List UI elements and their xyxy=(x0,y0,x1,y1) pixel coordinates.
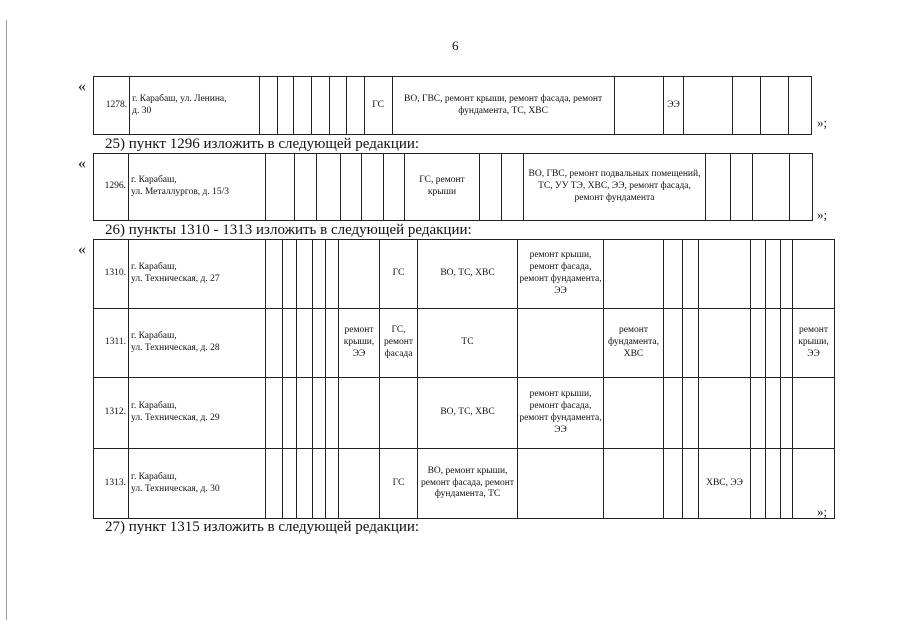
row-number: 1310. xyxy=(94,240,129,309)
open-quote: « xyxy=(78,78,86,95)
ee-cell: ЭЭ xyxy=(664,77,684,135)
table-items-1310-1313 xyxy=(93,239,835,519)
paragraph-27: 27) пункт 1315 изложить в следующей редакции: xyxy=(105,519,420,535)
paragraph-26: 26) пункты 1310 - 1313 изложить в следующей редакции: xyxy=(105,222,472,238)
table-row: 1311. г. Карабаш, ул. Техническая, д. 28 ремонт крыши, ЭЭ ГС, ремонт фасада ТС ремонт фундамента, ХВС ремонт крыши, ЭЭ xyxy=(94,309,835,378)
address-cell: г. Карабаш, ул. Ленина, д. 30 xyxy=(130,77,260,135)
close-mark: »; xyxy=(817,115,828,130)
works-cell: ВО, ГВС, ремонт подвальных помещений, ТС, УУ ТЭ, ХВС, ЭЭ, ремонт фасада, ремонт фундамента xyxy=(524,154,706,221)
table-item-1278 xyxy=(93,76,812,135)
table-row: 1310. г. Карабаш, ул. Техническая, д. 27 ГС ВО, ТС, ХВС ремонт крыши, ремонт фасада, ремонт фундамента, ЭЭ xyxy=(94,240,835,309)
close-mark: »; xyxy=(817,504,828,519)
paragraph-25: 25) пункт 1296 изложить в следующей редакции: xyxy=(105,136,420,152)
address-cell: г. Карабаш, ул. Техническая, д. 30 xyxy=(129,449,266,519)
open-quote: « xyxy=(78,241,86,258)
address-cell: г. Карабаш, ул. Техническая, д. 27 xyxy=(129,240,266,309)
table-row xyxy=(94,154,813,221)
address-cell: г. Карабаш, ул. Техническая, д. 29 xyxy=(129,378,266,449)
address-cell: г. Карабаш, ул. Металлургов, д. 15/3 xyxy=(129,154,266,221)
works-cell: ВО, ГВС, ремонт крыши, ремонт фасада, ремонт фундамента, ТС, ХВС xyxy=(392,77,614,135)
row-number: 1311. xyxy=(94,309,129,378)
page-number: 6 xyxy=(452,38,459,53)
row-number: 1313. xyxy=(94,449,129,519)
table-row: 1313. г. Карабаш, ул. Техническая, д. 30 ГС ВО, ремонт крыши, ремонт фасада, ремонт фундамента, ТС ХВС, ЭЭ xyxy=(94,449,835,519)
row-number: 1312. xyxy=(94,378,129,449)
row-number: 1278. xyxy=(94,77,130,135)
table-item-1296 xyxy=(93,153,813,221)
page-edge-line xyxy=(6,20,7,620)
table-row: 1312. г. Карабаш, ул. Техническая, д. 29 ВО, ТС, ХВС ремонт крыши, ремонт фасада, ремонт фундамента, ЭЭ xyxy=(94,378,835,449)
open-quote: « xyxy=(78,155,86,172)
address-cell: г. Карабаш, ул. Техническая, д. 28 xyxy=(129,309,266,378)
gs-cell: ГС, ремонт крыши xyxy=(405,154,480,221)
row-number: 1296. xyxy=(94,154,129,221)
gs-cell: ГС xyxy=(364,77,392,135)
table-row xyxy=(94,77,812,135)
close-mark: »; xyxy=(817,207,828,222)
